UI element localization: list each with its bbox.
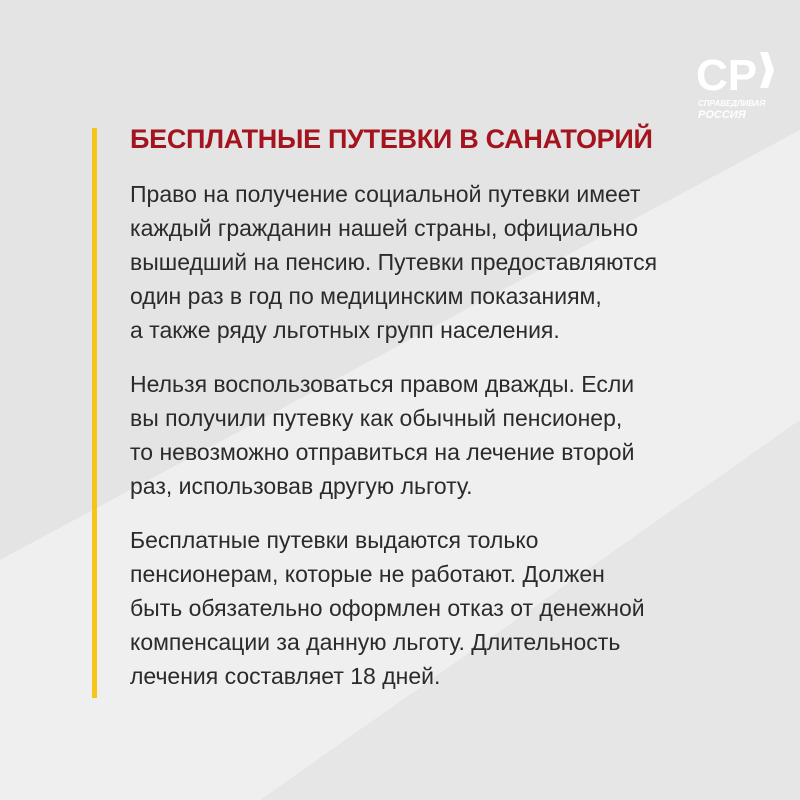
paragraph-line: лечения составляет 18 дней. [130,663,441,689]
paragraph-2 [130,367,750,503]
paragraph-line: вы получили путевку как обычный пенсионер, [130,405,623,431]
paragraph-line: компенсации за данную льготу. Длительность [130,629,621,655]
accent-bar [92,128,97,698]
paragraph-1 [130,177,750,347]
paragraph-3 [130,523,750,693]
paragraph-line: раз, использовав другую льготу. [130,473,473,499]
paragraph-line: вышедший на пенсию. Путевки предоставляются [130,249,658,275]
paragraph-line: каждый гражданин нашей страны, официально [130,215,639,241]
logo-line1-text: СПРАВЕДЛИВАЯ [698,99,766,108]
paragraph-line: Нельзя воспользоваться правом дважды. Если [130,371,635,397]
paragraph-line: Бесплатные путевки выдаются только [130,527,539,553]
logo-arrow-icon [760,52,774,88]
paragraph-line: пенсионерам, которые не работают. Должен [130,561,605,587]
party-logo [694,38,774,122]
logo-line2-text: РОССИЯ [698,109,746,121]
paragraph-line: то невозможно отправиться на лечение второй [130,439,635,465]
paragraph-line: быть обязательно оформлен отказ от денежной [130,595,645,621]
paragraph-line: один раз в год по медицинским показаниям, [130,283,602,309]
page-title: БЕСПЛАТНЫЕ ПУТЕВКИ В САНАТОРИЙ [130,124,653,154]
logo-mark-text: СР [696,51,758,100]
paragraph-line: Право на получение социальной путевки имеет [130,181,641,207]
paragraph-line: а также ряду льготных групп населения. [130,317,560,343]
